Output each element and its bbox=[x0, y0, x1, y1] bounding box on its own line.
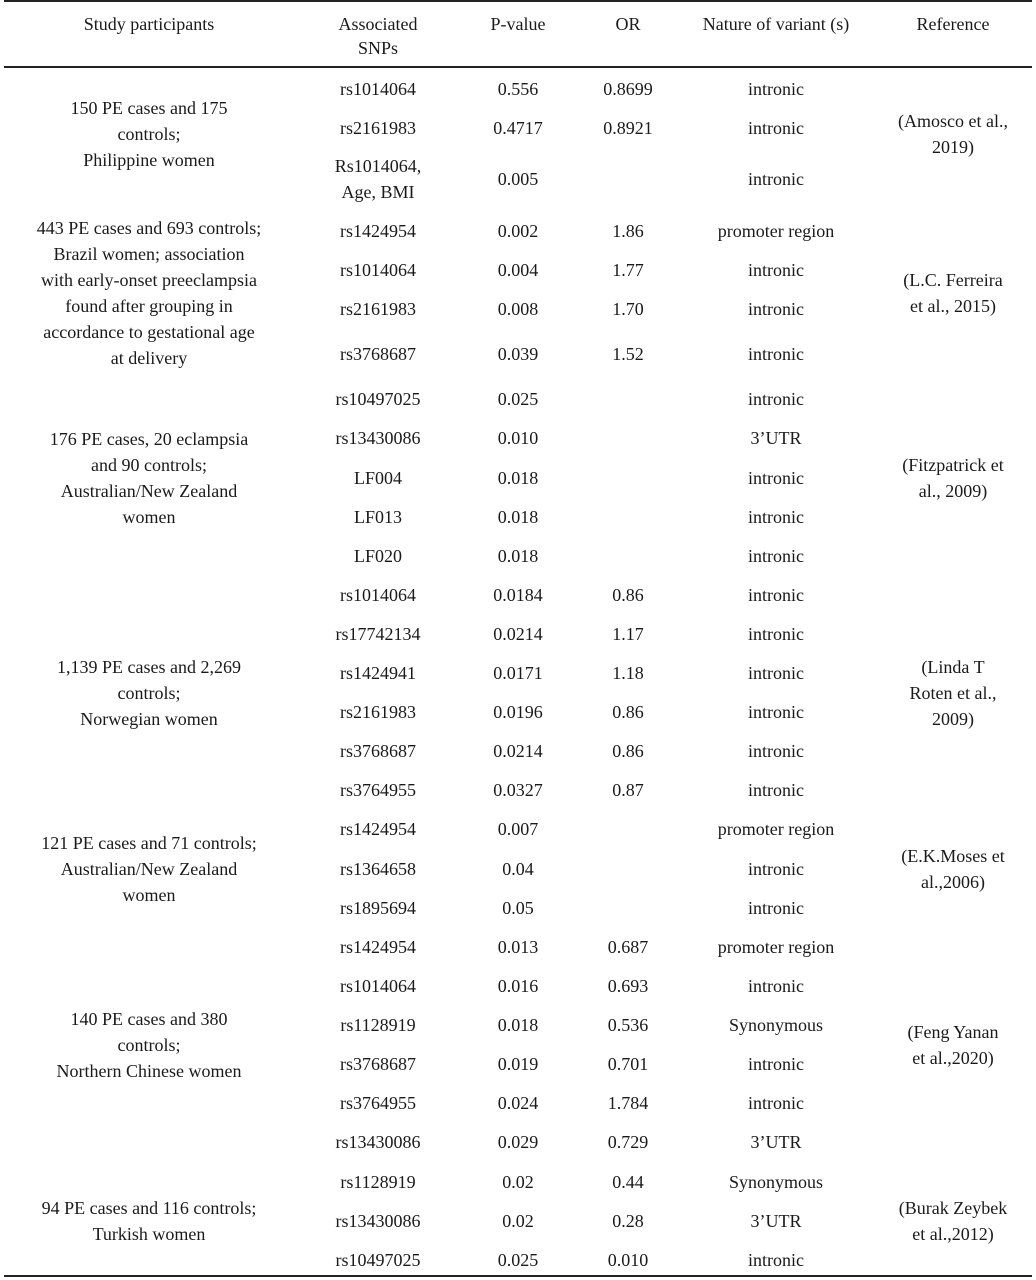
study-participants-cell: 1,139 PE cases and 2,269 controls; Norwegian women bbox=[57, 656, 241, 729]
odds-ratio-cell: 1.70 bbox=[612, 299, 644, 319]
study-participants-cell: 94 PE cases and 116 controls; Turkish women bbox=[41, 1198, 257, 1244]
odds-ratio-cell: 1.52 bbox=[612, 344, 644, 364]
odds-ratio-cell: 0.010 bbox=[607, 1250, 649, 1270]
odds-ratio-cell: 0.44 bbox=[612, 1172, 644, 1192]
p-value-cell: 0.4717 bbox=[493, 118, 543, 138]
snp-cell: rs2161983 bbox=[340, 118, 416, 138]
table-top-rule bbox=[4, 0, 1032, 2]
snp-cell: rs2161983 bbox=[340, 702, 416, 722]
snp-cell: rs3768687 bbox=[340, 344, 416, 364]
odds-ratio-cell: 1.784 bbox=[607, 1093, 649, 1113]
reference-cell: (L.C. Ferreira et al., 2015) bbox=[903, 269, 1003, 316]
odds-ratio-cell: 0.8921 bbox=[603, 118, 653, 138]
variant-nature-cell: Synonymous bbox=[728, 1172, 824, 1192]
variant-nature-cell: intronic bbox=[748, 702, 804, 722]
variant-nature-cell: intronic bbox=[748, 389, 804, 409]
odds-ratio-cell: 1.18 bbox=[612, 663, 644, 683]
odds-ratio-cell: 1.86 bbox=[612, 221, 644, 241]
variant-nature-cell: intronic bbox=[748, 1250, 804, 1270]
odds-ratio-cell: 0.8699 bbox=[603, 79, 653, 99]
snp-cell: rs10497025 bbox=[335, 389, 421, 409]
p-value-cell: 0.025 bbox=[497, 1250, 539, 1270]
p-value-cell: 0.029 bbox=[497, 1132, 539, 1152]
variant-nature-cell: 3’UTR bbox=[750, 1211, 802, 1231]
snp-cell: rs3768687 bbox=[340, 741, 416, 761]
odds-ratio-cell: 0.87 bbox=[612, 780, 644, 800]
snp-cell: rs1014064 bbox=[340, 976, 416, 996]
snp-cell: rs1895694 bbox=[340, 898, 416, 918]
reference-cell: (E.K.Moses et al.,2006) bbox=[901, 845, 1005, 892]
p-value-cell: 0.004 bbox=[497, 260, 539, 280]
variant-nature-cell: Synonymous bbox=[728, 1015, 824, 1035]
odds-ratio-cell: 0.693 bbox=[607, 976, 649, 996]
variant-nature-cell: intronic bbox=[748, 260, 804, 280]
p-value-cell: 0.0214 bbox=[493, 624, 543, 644]
snp-cell: rs1014064 bbox=[340, 79, 416, 99]
variant-nature-cell: intronic bbox=[748, 169, 804, 189]
variant-nature-cell: intronic bbox=[748, 344, 804, 364]
snp-cell: rs10497025 bbox=[335, 1250, 421, 1270]
snp-cell: rs13430086 bbox=[335, 1132, 421, 1152]
snp-cell: LF020 bbox=[353, 546, 402, 566]
p-value-cell: 0.002 bbox=[497, 221, 539, 241]
header-or: OR bbox=[615, 14, 641, 34]
variant-nature-cell: intronic bbox=[748, 468, 804, 488]
variant-nature-cell: intronic bbox=[748, 585, 804, 605]
table-header-rule bbox=[4, 66, 1032, 68]
p-value-cell: 0.02 bbox=[502, 1172, 534, 1192]
p-value-cell: 0.0184 bbox=[493, 585, 543, 605]
odds-ratio-cell: 0.729 bbox=[607, 1132, 649, 1152]
snp-cell: rs2161983 bbox=[340, 299, 416, 319]
p-value-cell: 0.02 bbox=[502, 1211, 534, 1231]
p-value-cell: 0.04 bbox=[502, 859, 534, 879]
p-value-cell: 0.0214 bbox=[493, 741, 543, 761]
snp-cell: rs1014064 bbox=[340, 585, 416, 605]
p-value-cell: 0.007 bbox=[497, 819, 539, 839]
variant-nature-cell: promoter region bbox=[717, 221, 835, 241]
snp-cell: rs1128919 bbox=[340, 1015, 416, 1035]
study-participants-cell: 140 PE cases and 380 controls; Northern Chinese women bbox=[56, 1008, 242, 1081]
variant-nature-cell: intronic bbox=[748, 624, 804, 644]
variant-nature-cell: intronic bbox=[748, 1093, 804, 1113]
p-value-cell: 0.0327 bbox=[493, 780, 543, 800]
variant-nature-cell: promoter region bbox=[717, 819, 835, 839]
odds-ratio-cell: 0.86 bbox=[612, 741, 644, 761]
p-value-cell: 0.0171 bbox=[493, 663, 543, 683]
snp-cell: rs1364658 bbox=[340, 859, 416, 879]
snp-cell: rs13430086 bbox=[335, 428, 421, 448]
variant-nature-cell: 3’UTR bbox=[750, 428, 802, 448]
header-nature-of-variant: Nature of variant (s) bbox=[702, 14, 850, 34]
variant-nature-cell: intronic bbox=[748, 118, 804, 138]
reference-cell: (Amosco et al., 2019) bbox=[898, 111, 1008, 157]
variant-nature-cell: intronic bbox=[748, 546, 804, 566]
variant-nature-cell: intronic bbox=[748, 299, 804, 319]
snp-cell: rs3768687 bbox=[340, 1054, 416, 1074]
snp-cell: rs3764955 bbox=[340, 780, 416, 800]
study-participants-cell: 176 PE cases, 20 eclampsia and 90 controls; Australian/New Zealand women bbox=[49, 428, 249, 527]
p-value-cell: 0.008 bbox=[497, 299, 539, 319]
variant-nature-cell: 3’UTR bbox=[750, 1132, 802, 1152]
odds-ratio-cell: 0.86 bbox=[612, 585, 644, 605]
odds-ratio-cell: 0.28 bbox=[612, 1211, 644, 1231]
p-value-cell: 0.018 bbox=[497, 1015, 539, 1035]
odds-ratio-cell: 1.17 bbox=[612, 624, 644, 644]
p-value-cell: 0.024 bbox=[497, 1093, 539, 1113]
snp-cell: rs1424954 bbox=[340, 221, 416, 241]
reference-cell: (Fitzpatrick et al., 2009) bbox=[902, 454, 1004, 501]
p-value-cell: 0.019 bbox=[497, 1054, 539, 1074]
variant-nature-cell: intronic bbox=[748, 663, 804, 683]
reference-cell: (Linda T Roten et al., 2009) bbox=[909, 656, 997, 729]
odds-ratio-cell: 0.536 bbox=[607, 1015, 649, 1035]
variant-nature-cell: promoter region bbox=[717, 937, 835, 957]
p-value-cell: 0.018 bbox=[497, 546, 539, 566]
snp-cell: rs1424941 bbox=[340, 663, 416, 683]
odds-ratio-cell: 1.77 bbox=[612, 260, 644, 280]
p-value-cell: 0.010 bbox=[497, 428, 539, 448]
variant-nature-cell: intronic bbox=[748, 79, 804, 99]
p-value-cell: 0.018 bbox=[497, 507, 539, 527]
study-participants-cell: 443 PE cases and 693 controls; Brazil women; association with early-onset preeclampsia found after grouping in accordance to gestational age at delivery bbox=[36, 217, 262, 368]
p-value-cell: 0.039 bbox=[497, 344, 539, 364]
header-associated-snps: Associated SNPs bbox=[338, 14, 418, 58]
snp-cell: rs1014064 bbox=[340, 260, 416, 280]
p-value-cell: 0.0196 bbox=[493, 702, 543, 722]
reference-cell: (Burak Zeybek et al.,2012) bbox=[898, 1198, 1008, 1244]
variant-nature-cell: intronic bbox=[748, 1054, 804, 1074]
odds-ratio-cell: 0.687 bbox=[607, 937, 649, 957]
study-participants-cell: 150 PE cases and 175 controls; Philippine women bbox=[70, 98, 228, 170]
snp-cell: rs3764955 bbox=[340, 1093, 416, 1113]
header-reference: Reference bbox=[916, 14, 990, 34]
header-study-participants: Study participants bbox=[83, 14, 215, 34]
variant-nature-cell: intronic bbox=[748, 780, 804, 800]
variant-nature-cell: intronic bbox=[748, 898, 804, 918]
p-value-cell: 0.556 bbox=[497, 79, 539, 99]
p-value-cell: 0.018 bbox=[497, 468, 539, 488]
snp-cell: rs1424954 bbox=[340, 937, 416, 957]
variant-nature-cell: intronic bbox=[748, 507, 804, 527]
odds-ratio-cell: 0.86 bbox=[612, 702, 644, 722]
p-value-cell: 0.016 bbox=[497, 976, 539, 996]
header-p-value: P-value bbox=[490, 14, 546, 34]
p-value-cell: 0.05 bbox=[502, 898, 534, 918]
p-value-cell: 0.025 bbox=[497, 389, 539, 409]
reference-cell: (Feng Yanan et al.,2020) bbox=[907, 1021, 999, 1068]
snp-cell: rs13430086 bbox=[335, 1211, 421, 1231]
snp-cell: rs1128919 bbox=[340, 1172, 416, 1192]
snp-cell: LF013 bbox=[353, 507, 402, 527]
variant-nature-cell: intronic bbox=[748, 741, 804, 761]
snp-cell: rs1424954 bbox=[340, 819, 416, 839]
snp-cell: rs17742134 bbox=[335, 624, 421, 644]
p-value-cell: 0.005 bbox=[497, 169, 539, 189]
variant-nature-cell: intronic bbox=[748, 976, 804, 996]
snp-cell: Rs1014064, Age, BMI bbox=[334, 156, 422, 202]
snp-cell: LF004 bbox=[353, 468, 402, 488]
variant-nature-cell: intronic bbox=[748, 859, 804, 879]
p-value-cell: 0.013 bbox=[497, 937, 539, 957]
odds-ratio-cell: 0.701 bbox=[607, 1054, 649, 1074]
table-bottom-rule bbox=[4, 1275, 1032, 1277]
study-participants-cell: 121 PE cases and 71 controls; Australian/New Zealand women bbox=[41, 832, 257, 905]
